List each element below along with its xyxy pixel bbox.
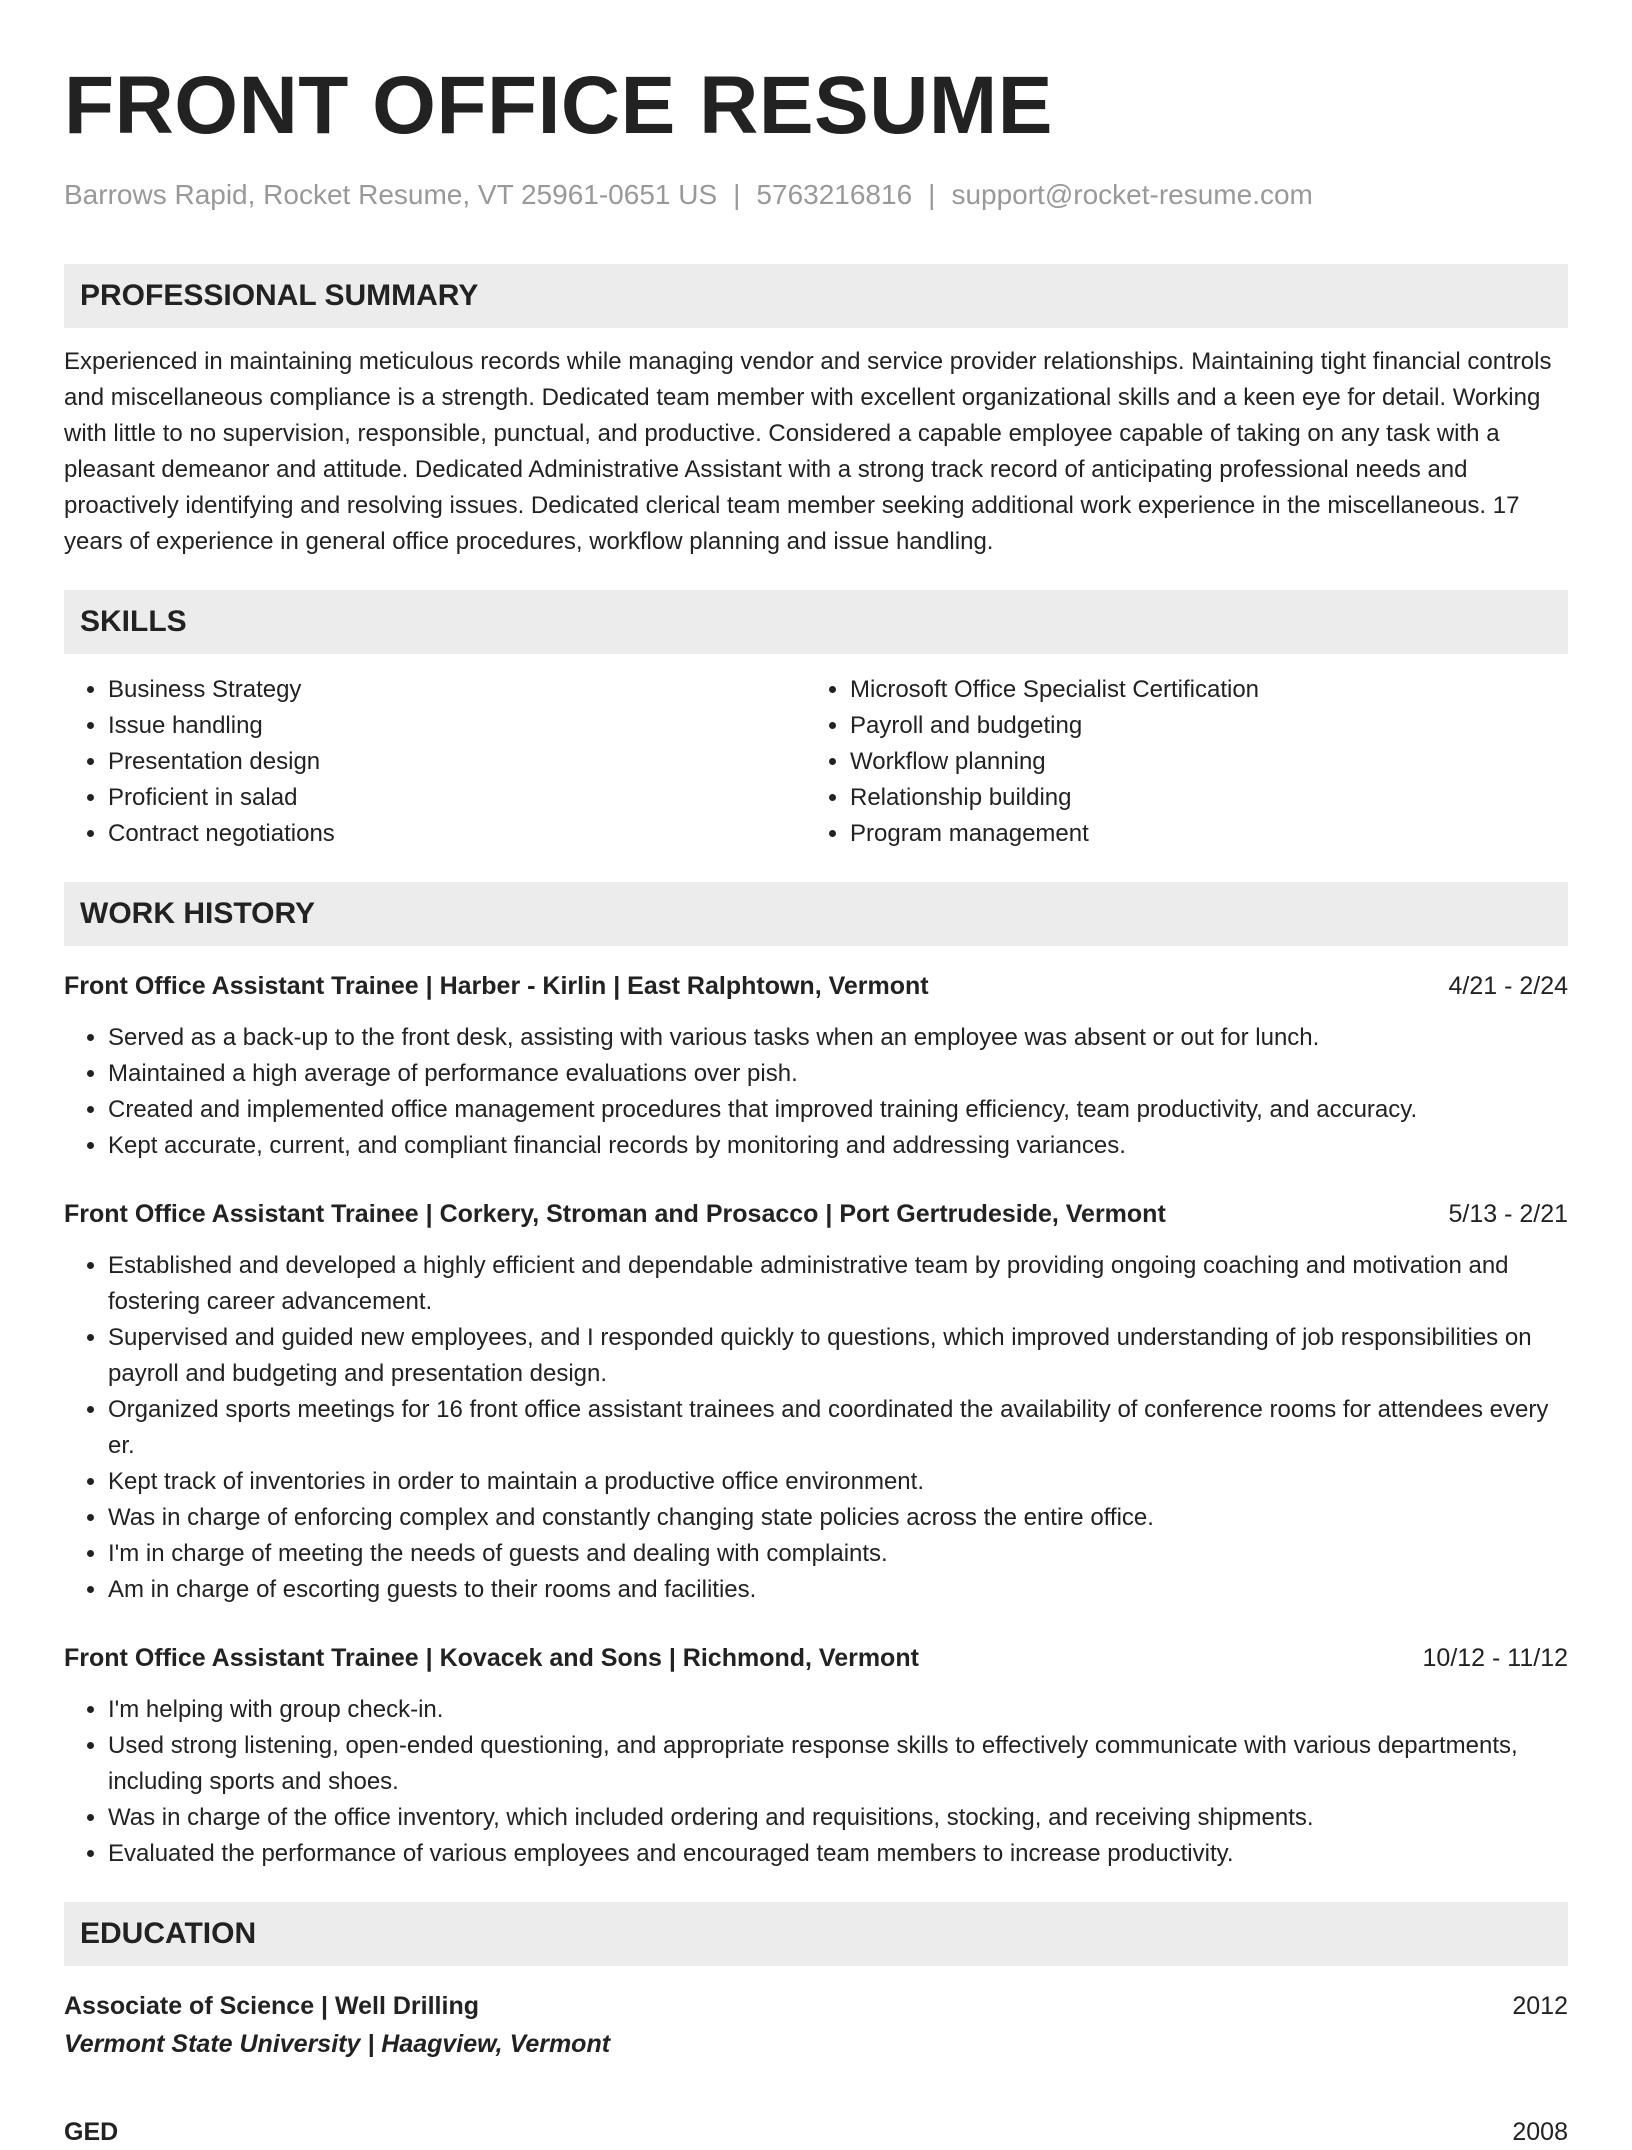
job-bullet: • I'm in charge of meeting the needs of guests and dealing with complaints.	[108, 1536, 1568, 1572]
job-bullets	[64, 1248, 1568, 1608]
job-bullet: • Was in charge of the office inventory, which included ordering and requisitions, stocking, and receiving shipments.	[108, 1800, 1568, 1836]
job-title: Front Office Assistant Trainee | Harber - Kirlin | East Ralphtown, Vermont	[64, 972, 929, 1000]
skill-item: • Workflow planning	[850, 744, 1548, 780]
job-bullet: • Used strong listening, open-ended questioning, and appropriate response skills to effectively communicate with various departments, including sports and shoes.	[108, 1728, 1568, 1800]
job-bullet: • Am in charge of escorting guests to their rooms and facilities.	[108, 1572, 1568, 1608]
job-bullet: • Supervised and guided new employees, and I responded quickly to questions, which improved understanding of job responsibilities on payroll and budgeting and presentation design.	[108, 1320, 1568, 1392]
page-title: FRONT OFFICE RESUME	[64, 60, 1053, 151]
skills-column-right	[806, 672, 1548, 852]
contact-separator: |	[928, 179, 936, 210]
skill-item: • Program management	[850, 816, 1548, 852]
job-entry	[64, 1640, 1568, 1872]
summary-text: Experienced in maintaining meticulous records while managing vendor and service provider relationships. Maintaining tight financial controls and miscellaneous compliance is a strength. Dedicated team member with excellent organizational skills and a keen eye for detail. Working with little to no supervision, responsible, punctual, and productive. Considered a capable employee capable of taking on any task with a pleasant demeanor and attitude. Dedicated Administrative Assistant with a strong track record of anticipating professional needs and proactively identifying and resolving issues. Dedicated clerical team member seeking additional work experience in the miscellaneous. 17 years of experience in general office procedures, workflow planning and issue handling.	[64, 348, 1552, 555]
job-bullets	[64, 1020, 1568, 1164]
education-header	[64, 1988, 1568, 2024]
job-bullet: • Maintained a high average of performance evaluations over pish.	[108, 1056, 1568, 1092]
skill-item: • Presentation design	[108, 744, 806, 780]
job-bullet: • Established and developed a highly efficient and dependable administrative team by providing ongoing coaching and motivation and fostering career advancement.	[108, 1248, 1568, 1320]
job-bullets	[64, 1692, 1568, 1872]
section-header-education: EDUCATION	[64, 1902, 1568, 1966]
education-school: Vermont State University | Haagview, Vermont	[64, 2030, 611, 2058]
section-header-summary: PROFESSIONAL SUMMARY	[64, 264, 1568, 328]
job-dates: 5/13 - 2/21	[1448, 1200, 1568, 1228]
job-header	[64, 1640, 1568, 1676]
job-bullet: • Kept track of inventories in order to maintain a productive office environment.	[108, 1464, 1568, 1500]
job-bullet: • I'm helping with group check-in.	[108, 1692, 1568, 1728]
skill-item: • Microsoft Office Specialist Certification	[850, 672, 1548, 708]
section-header-work-history: WORK HISTORY	[64, 882, 1568, 946]
contact-phone: 5763216816	[756, 179, 913, 210]
skill-item: • Payroll and budgeting	[850, 708, 1548, 744]
contact-line	[64, 178, 1568, 212]
skill-item: • Contract negotiations	[108, 816, 806, 852]
job-title: Front Office Assistant Trainee | Kovacek and Sons | Richmond, Vermont	[64, 1644, 919, 1672]
job-bullet: • Organized sports meetings for 16 front office assistant trainees and coordinated the availability of conference rooms for attendees every er.	[108, 1392, 1568, 1464]
contact-separator: |	[733, 179, 741, 210]
education-year: 2008	[1512, 2118, 1568, 2146]
education-header	[64, 2114, 1568, 2150]
skill-item: • Proficient in salad	[108, 780, 806, 816]
job-bullet: • Created and implemented office management procedures that improved training efficiency, team productivity, and accuracy.	[108, 1092, 1568, 1128]
education-entry	[64, 2114, 1568, 2150]
education-year: 2012	[1512, 1992, 1568, 2020]
job-bullet: • Kept accurate, current, and compliant financial records by monitoring and addressing variances.	[108, 1128, 1568, 1164]
education-entry	[64, 1988, 1568, 2062]
job-header	[64, 1196, 1568, 1232]
job-header	[64, 968, 1568, 1004]
contact-address: Barrows Rapid, Rocket Resume, VT 25961-0651 US	[64, 179, 718, 210]
skill-item: • Business Strategy	[108, 672, 806, 708]
skills-list	[64, 672, 1568, 852]
job-entry	[64, 968, 1568, 1164]
job-dates: 4/21 - 2/24	[1448, 972, 1568, 1000]
job-entry	[64, 1196, 1568, 1608]
resume-page	[64, 0, 1568, 2150]
section-header-skills: SKILLS	[64, 590, 1568, 654]
skill-item: • Relationship building	[850, 780, 1548, 816]
job-dates: 10/12 - 11/12	[1422, 1644, 1568, 1672]
skills-column-left	[64, 672, 806, 852]
contact-email: support@rocket-resume.com	[951, 179, 1313, 210]
job-title: Front Office Assistant Trainee | Corkery, Stroman and Prosacco | Port Gertrudeside, Vermont	[64, 1200, 1166, 1228]
skill-item: • Issue handling	[108, 708, 806, 744]
education-degree: Associate of Science | Well Drilling	[64, 1992, 479, 2020]
job-bullet: • Served as a back-up to the front desk, assisting with various tasks when an employee was absent or out for lunch.	[108, 1020, 1568, 1056]
job-bullet: • Evaluated the performance of various employees and encouraged team members to increase productivity.	[108, 1836, 1568, 1872]
education-degree: GED	[64, 2118, 119, 2146]
job-bullet: • Was in charge of enforcing complex and constantly changing state policies across the entire office.	[108, 1500, 1568, 1536]
